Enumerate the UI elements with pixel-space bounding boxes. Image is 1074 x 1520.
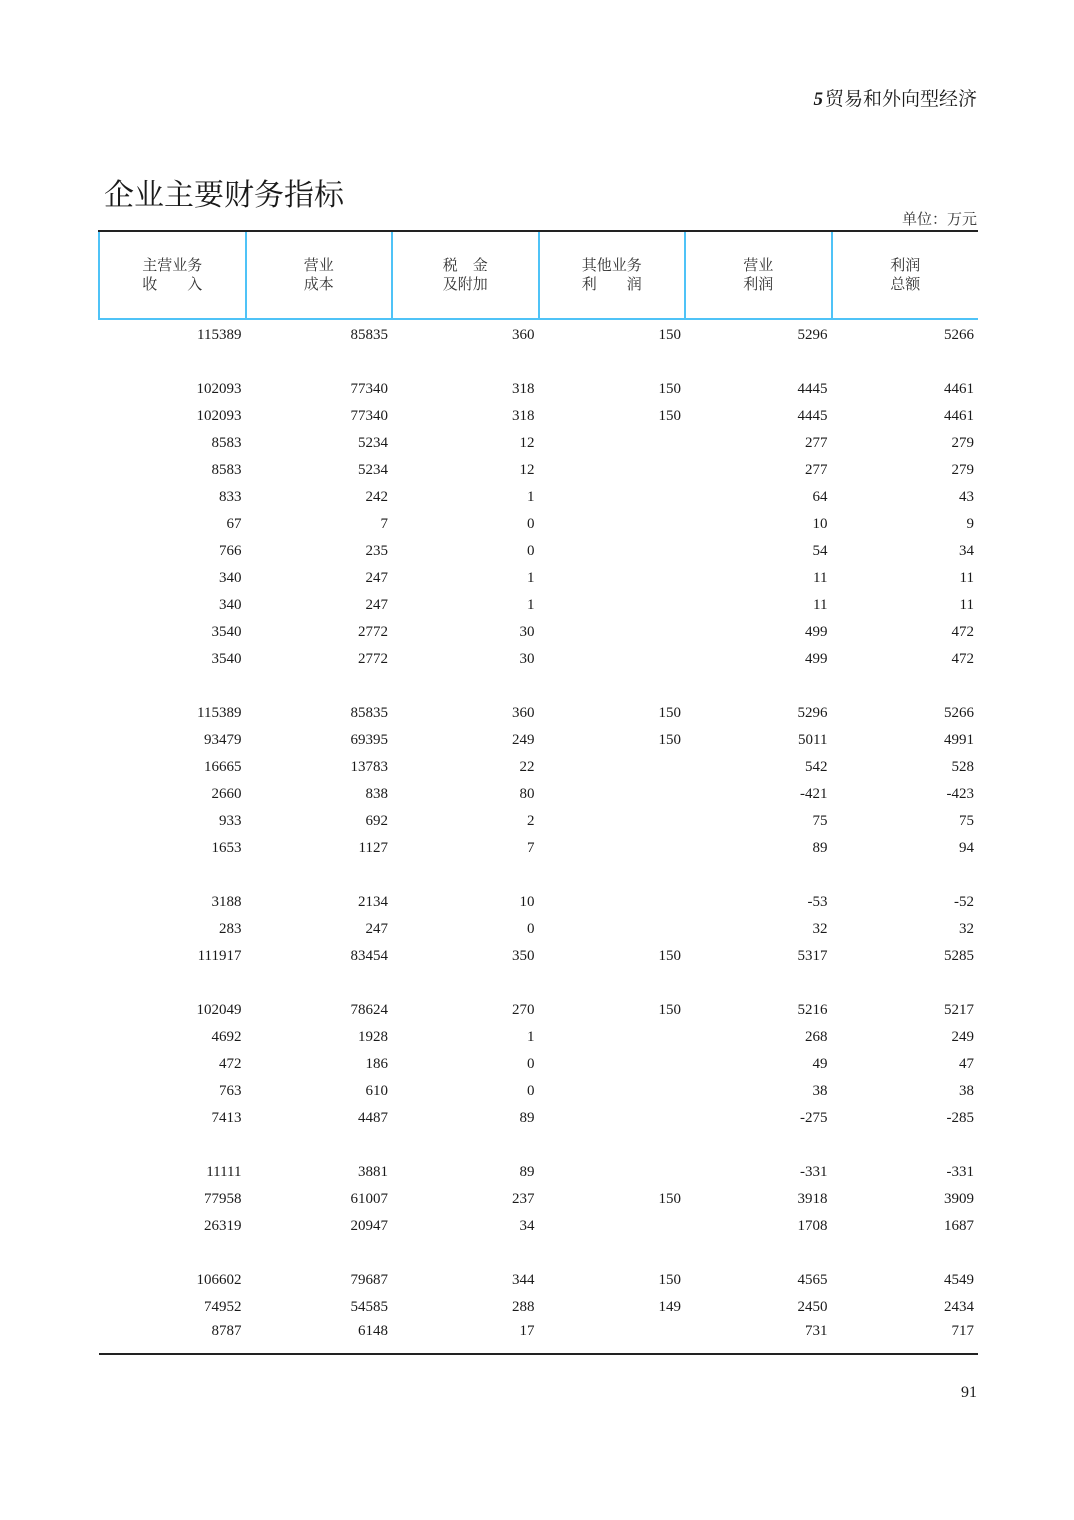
table-cell: 235 [365, 543, 388, 559]
spacer-cell [539, 349, 686, 376]
table-cell: 75 [959, 813, 974, 829]
table-cell: 318 [512, 381, 535, 397]
table-cell: 2450 [797, 1299, 828, 1315]
table-row [99, 1105, 978, 1132]
spacer-cell [99, 862, 246, 889]
column-header [832, 231, 979, 319]
spacer-cell [246, 970, 393, 997]
table-cell: 5216 [797, 1002, 828, 1018]
table-row [99, 538, 978, 565]
table-cell [539, 781, 686, 808]
table-cell: 49 [812, 1056, 828, 1072]
table-cell: 149 [658, 1299, 681, 1315]
table-cell: 499 [805, 624, 828, 640]
table-body [99, 319, 978, 1354]
table-cell: 3540 [211, 651, 242, 667]
spacer-cell [832, 1132, 979, 1159]
table-cell: 277 [805, 435, 828, 451]
table-cell: 83454 [350, 948, 388, 964]
table-cell: 692 [365, 813, 388, 829]
table-cell: 150 [658, 1191, 681, 1207]
column-header-line1: 其他业务 [581, 256, 642, 274]
table-row [99, 997, 978, 1024]
spacer-cell [392, 349, 539, 376]
table-cell: 4445 [797, 408, 828, 424]
table-row [99, 916, 978, 943]
table-cell: 69395 [350, 732, 388, 748]
column-header [392, 231, 539, 319]
spacer-row [99, 1132, 978, 1159]
spacer-cell [392, 1132, 539, 1159]
table-cell: 5285 [944, 948, 974, 964]
table-cell: 4445 [797, 381, 828, 397]
table-cell: 268 [805, 1029, 828, 1045]
table-cell: 1 [527, 1029, 535, 1045]
table-cell [539, 538, 686, 565]
table-row [99, 457, 978, 484]
table-cell: 150 [658, 1002, 681, 1018]
table-row [99, 1294, 978, 1321]
spacer-cell [246, 349, 393, 376]
table-cell [539, 1213, 686, 1240]
table-cell: 7413 [211, 1110, 242, 1126]
table-cell: 6148 [246, 1321, 393, 1354]
spacer-row [99, 673, 978, 700]
table-cell: 12 [519, 435, 535, 451]
spacer-cell [99, 970, 246, 997]
table-cell: 610 [365, 1083, 388, 1099]
table-cell: 11 [959, 597, 974, 613]
table-cell: 5266 [944, 705, 974, 721]
spacer-row [99, 862, 978, 889]
table-cell: 279 [951, 435, 974, 451]
table-row [99, 1267, 978, 1294]
table-cell: 64 [812, 489, 828, 505]
table-cell: 4461 [944, 408, 974, 424]
table-cell: 11 [813, 597, 828, 613]
spacer-cell [685, 349, 832, 376]
table-cell: 933 [219, 813, 242, 829]
table-row [99, 1051, 978, 1078]
table-cell: 472 [951, 651, 974, 667]
table-cell: 5217 [944, 1002, 974, 1018]
table-cell: 150 [658, 948, 681, 964]
spacer-cell [685, 1132, 832, 1159]
table-cell: 11111 [206, 1164, 242, 1180]
table-cell: 150 [658, 732, 681, 748]
table-cell: 30 [519, 651, 535, 667]
table-cell: 47 [959, 1056, 974, 1072]
table-cell: 9 [966, 516, 974, 532]
table-header [99, 231, 978, 319]
table-cell [539, 430, 686, 457]
table-cell: 270 [512, 1002, 535, 1018]
table-cell: 472 [951, 624, 974, 640]
table-cell: 5296 [797, 705, 828, 721]
table-cell: 3540 [211, 624, 242, 640]
table-cell: 340 [219, 597, 242, 613]
table-row [99, 1159, 978, 1186]
table-cell [539, 565, 686, 592]
spacer-cell [685, 673, 832, 700]
table-cell: 67 [226, 516, 242, 532]
table-cell: 12 [519, 462, 535, 478]
table-row [99, 781, 978, 808]
spacer-cell [99, 673, 246, 700]
spacer-cell [99, 349, 246, 376]
spacer-cell [685, 970, 832, 997]
table-cell: 277 [805, 462, 828, 478]
spacer-row [99, 1240, 978, 1267]
table-cell: 77958 [204, 1191, 242, 1207]
column-header [539, 231, 686, 319]
table-cell: -275 [800, 1110, 828, 1126]
column-header-line1: 利润 [890, 256, 921, 274]
table-cell: 1687 [944, 1218, 974, 1234]
table-cell: 22 [519, 759, 535, 775]
table-cell: 763 [219, 1083, 242, 1099]
table-cell [539, 1321, 686, 1354]
table-row [99, 754, 978, 781]
table-cell: 4461 [944, 381, 974, 397]
table-cell [539, 1078, 686, 1105]
table-cell [539, 1105, 686, 1132]
table-cell: 5317 [797, 948, 828, 964]
table-cell: 11 [959, 570, 974, 586]
table-cell: 32 [959, 921, 974, 937]
spacer-cell [832, 862, 979, 889]
table-cell: 766 [219, 543, 242, 559]
table-cell: 102049 [196, 1002, 242, 1018]
table-cell: 247 [365, 597, 388, 613]
table-cell: 32 [812, 921, 828, 937]
table-cell: 344 [512, 1272, 535, 1288]
table-cell: -423 [946, 786, 974, 802]
table-cell [539, 808, 686, 835]
table-cell: 77340 [350, 408, 388, 424]
spacer-cell [99, 1132, 246, 1159]
table-cell: 499 [805, 651, 828, 667]
table-cell: 13783 [350, 759, 388, 775]
table-cell: 93479 [204, 732, 242, 748]
column-header-line1: 税 金 [442, 256, 488, 274]
table-cell: 38 [812, 1083, 828, 1099]
table-row [99, 835, 978, 862]
table-cell: 150 [658, 408, 681, 424]
table-cell: 77340 [350, 381, 388, 397]
chapter-header [813, 84, 977, 111]
table-cell: 3881 [358, 1164, 388, 1180]
table-cell: -331 [946, 1164, 974, 1180]
table-cell: 0 [527, 1083, 535, 1099]
spacer-cell [539, 862, 686, 889]
table-row [99, 889, 978, 916]
table-cell: 4991 [944, 732, 974, 748]
table-cell: -285 [946, 1110, 974, 1126]
table-row [99, 808, 978, 835]
table-cell: 1708 [797, 1218, 828, 1234]
table-row [99, 1186, 978, 1213]
table-cell: 247 [365, 921, 388, 937]
table-row [99, 619, 978, 646]
table-cell: 150 [658, 1272, 681, 1288]
table-cell: 30 [519, 624, 535, 640]
table-cell [539, 484, 686, 511]
table-cell: 242 [365, 489, 388, 505]
table-cell: 2134 [358, 894, 388, 910]
spacer-cell [246, 862, 393, 889]
table-cell [539, 1159, 686, 1186]
table-cell: 340 [219, 570, 242, 586]
table-row [99, 484, 978, 511]
page-title: 企业主要财务指标 [104, 178, 344, 214]
table-row [99, 700, 978, 727]
table-cell: 4549 [944, 1272, 974, 1288]
spacer-cell [246, 673, 393, 700]
table-cell: 78624 [350, 1002, 388, 1018]
spacer-cell [246, 1240, 393, 1267]
table-cell: 3918 [797, 1191, 828, 1207]
spacer-cell [99, 1240, 246, 1267]
table-cell: 283 [219, 921, 242, 937]
table-cell: 89 [519, 1110, 535, 1126]
table-cell: 3188 [211, 894, 242, 910]
table-cell: 1653 [211, 840, 242, 856]
column-header-line1: 营业 [743, 256, 774, 274]
table-cell: 8583 [211, 462, 242, 478]
unit-label: 单位：万元 [901, 210, 977, 228]
table-cell [539, 835, 686, 862]
table-cell: 318 [512, 408, 535, 424]
table-cell: 1 [527, 570, 535, 586]
spacer-cell [246, 1132, 393, 1159]
chapter-number: 5 [813, 89, 823, 110]
financial-indicators-table [98, 230, 978, 1355]
spacer-cell [832, 349, 979, 376]
table-row [99, 1213, 978, 1240]
table-cell: 54 [812, 543, 828, 559]
table-cell: 7 [527, 840, 535, 856]
table-cell: 8583 [211, 435, 242, 451]
table-cell: 5296 [797, 327, 828, 343]
table-cell: 75 [812, 813, 828, 829]
table-cell: 7 [380, 516, 388, 532]
table-cell: 115389 [197, 705, 242, 721]
table-cell: 838 [365, 786, 388, 802]
table-cell: 2 [527, 813, 535, 829]
chapter-title: 贸易和外向型经济 [824, 88, 977, 110]
table-cell: 89 [812, 840, 828, 856]
spacer-cell [685, 1240, 832, 1267]
table-cell: 102093 [196, 381, 242, 397]
table-cell: 833 [219, 489, 242, 505]
table-cell: 5266 [944, 327, 974, 343]
table-cell: 2660 [211, 786, 242, 802]
table-row [99, 511, 978, 538]
table-cell: 89 [519, 1164, 535, 1180]
table-row [99, 646, 978, 673]
column-header [685, 231, 832, 319]
table-row [99, 430, 978, 457]
table-cell [539, 619, 686, 646]
table-row [99, 565, 978, 592]
spacer-cell [392, 673, 539, 700]
spacer-row [99, 970, 978, 997]
table-row [99, 943, 978, 970]
table-cell: 186 [365, 1056, 388, 1072]
column-header-line2: 利润 [743, 275, 774, 293]
table-cell [539, 889, 686, 916]
table-row [99, 376, 978, 403]
spacer-cell [832, 673, 979, 700]
table-cell: 4487 [358, 1110, 388, 1126]
table-cell [539, 457, 686, 484]
table-cell: 150 [658, 705, 681, 721]
table-cell: 34 [519, 1218, 535, 1234]
spacer-cell [539, 673, 686, 700]
spacer-cell [539, 1132, 686, 1159]
table-cell: 8787 [99, 1321, 246, 1354]
table-cell: 5234 [358, 462, 388, 478]
table-cell: 1 [527, 597, 535, 613]
table-cell [539, 1051, 686, 1078]
spacer-cell [392, 970, 539, 997]
table-row [99, 1321, 978, 1354]
table-cell: -421 [800, 786, 828, 802]
table-cell: 54585 [350, 1299, 388, 1315]
table-cell: 79687 [350, 1272, 388, 1288]
table-cell: 0 [527, 1056, 535, 1072]
table-cell [539, 592, 686, 619]
spacer-cell [832, 970, 979, 997]
table-cell: 3909 [944, 1191, 974, 1207]
table-row [99, 1024, 978, 1051]
table-cell: -52 [954, 894, 974, 910]
financial-table-container [98, 230, 978, 1355]
spacer-row [99, 349, 978, 376]
table-cell: 247 [365, 570, 388, 586]
spacer-cell [392, 862, 539, 889]
table-cell: 528 [951, 759, 974, 775]
table-cell: 731 [685, 1321, 832, 1354]
table-cell: 5234 [358, 435, 388, 451]
table-row [99, 592, 978, 619]
table-cell: 102093 [196, 408, 242, 424]
table-cell [539, 754, 686, 781]
table-cell: 17 [392, 1321, 539, 1354]
table-cell [539, 1024, 686, 1051]
table-cell: 350 [512, 948, 535, 964]
spacer-cell [685, 862, 832, 889]
table-cell: 94 [959, 840, 974, 856]
table-row [99, 319, 978, 349]
table-cell: 150 [658, 381, 681, 397]
table-cell: 20947 [350, 1218, 388, 1234]
column-header [99, 231, 246, 319]
table-cell: 717 [832, 1321, 979, 1354]
page-number: 91 [961, 1384, 977, 1401]
table-cell: 10 [519, 894, 535, 910]
column-header-line2: 收 入 [142, 275, 203, 293]
table-cell: 16665 [204, 759, 242, 775]
table-cell: 2772 [358, 624, 388, 640]
table-cell: 10 [812, 516, 828, 532]
spacer-cell [832, 1240, 979, 1267]
table-cell [539, 916, 686, 943]
table-cell: 2772 [358, 651, 388, 667]
table-row [99, 727, 978, 754]
table-cell: 4565 [797, 1272, 828, 1288]
table-cell: 360 [512, 327, 535, 343]
table-cell: -331 [800, 1164, 828, 1180]
table-cell: 1127 [358, 840, 388, 856]
table-cell: 542 [805, 759, 828, 775]
table-cell: 115389 [197, 327, 242, 343]
column-header [246, 231, 393, 319]
column-header-line2: 利 润 [581, 275, 642, 293]
header-row [99, 231, 978, 319]
table-cell: 237 [512, 1191, 535, 1207]
spacer-cell [392, 1240, 539, 1267]
table-cell: 2434 [944, 1299, 974, 1315]
table-cell: 5011 [798, 732, 828, 748]
table-cell: 0 [527, 516, 535, 532]
table-cell: 111917 [197, 948, 242, 964]
table-cell: 288 [512, 1299, 535, 1315]
column-header-line2: 总额 [890, 275, 921, 293]
table-cell: -53 [807, 894, 828, 910]
column-header-line1: 营业 [303, 256, 334, 274]
table-cell: 150 [658, 327, 681, 343]
table-cell: 0 [527, 921, 535, 937]
table-cell: 106602 [196, 1272, 242, 1288]
column-header-line2: 成本 [303, 275, 334, 293]
table-cell: 38 [959, 1083, 974, 1099]
table-cell: 0 [527, 543, 535, 559]
table-cell: 249 [512, 732, 535, 748]
table-cell: 34 [959, 543, 974, 559]
table-cell: 1 [527, 489, 535, 505]
table-row [99, 1078, 978, 1105]
table-cell: 279 [951, 462, 974, 478]
table-cell: 472 [219, 1056, 242, 1072]
spacer-cell [539, 1240, 686, 1267]
table-cell: 43 [959, 489, 974, 505]
table-cell: 80 [519, 786, 535, 802]
table-cell: 61007 [350, 1191, 388, 1207]
table-cell: 249 [951, 1029, 974, 1045]
column-header-line1: 主营业务 [142, 256, 203, 274]
column-header-line2: 及附加 [442, 275, 488, 293]
table-row [99, 403, 978, 430]
table-cell: 26319 [204, 1218, 242, 1234]
table-cell [539, 646, 686, 673]
table-cell: 1928 [358, 1029, 388, 1045]
table-cell: 4692 [211, 1029, 242, 1045]
table-cell: 11 [813, 570, 828, 586]
table-cell: 74952 [204, 1299, 242, 1315]
table-cell: 85835 [350, 327, 388, 343]
table-cell [539, 511, 686, 538]
table-cell: 360 [512, 705, 535, 721]
spacer-cell [539, 970, 686, 997]
table-cell: 85835 [350, 705, 388, 721]
